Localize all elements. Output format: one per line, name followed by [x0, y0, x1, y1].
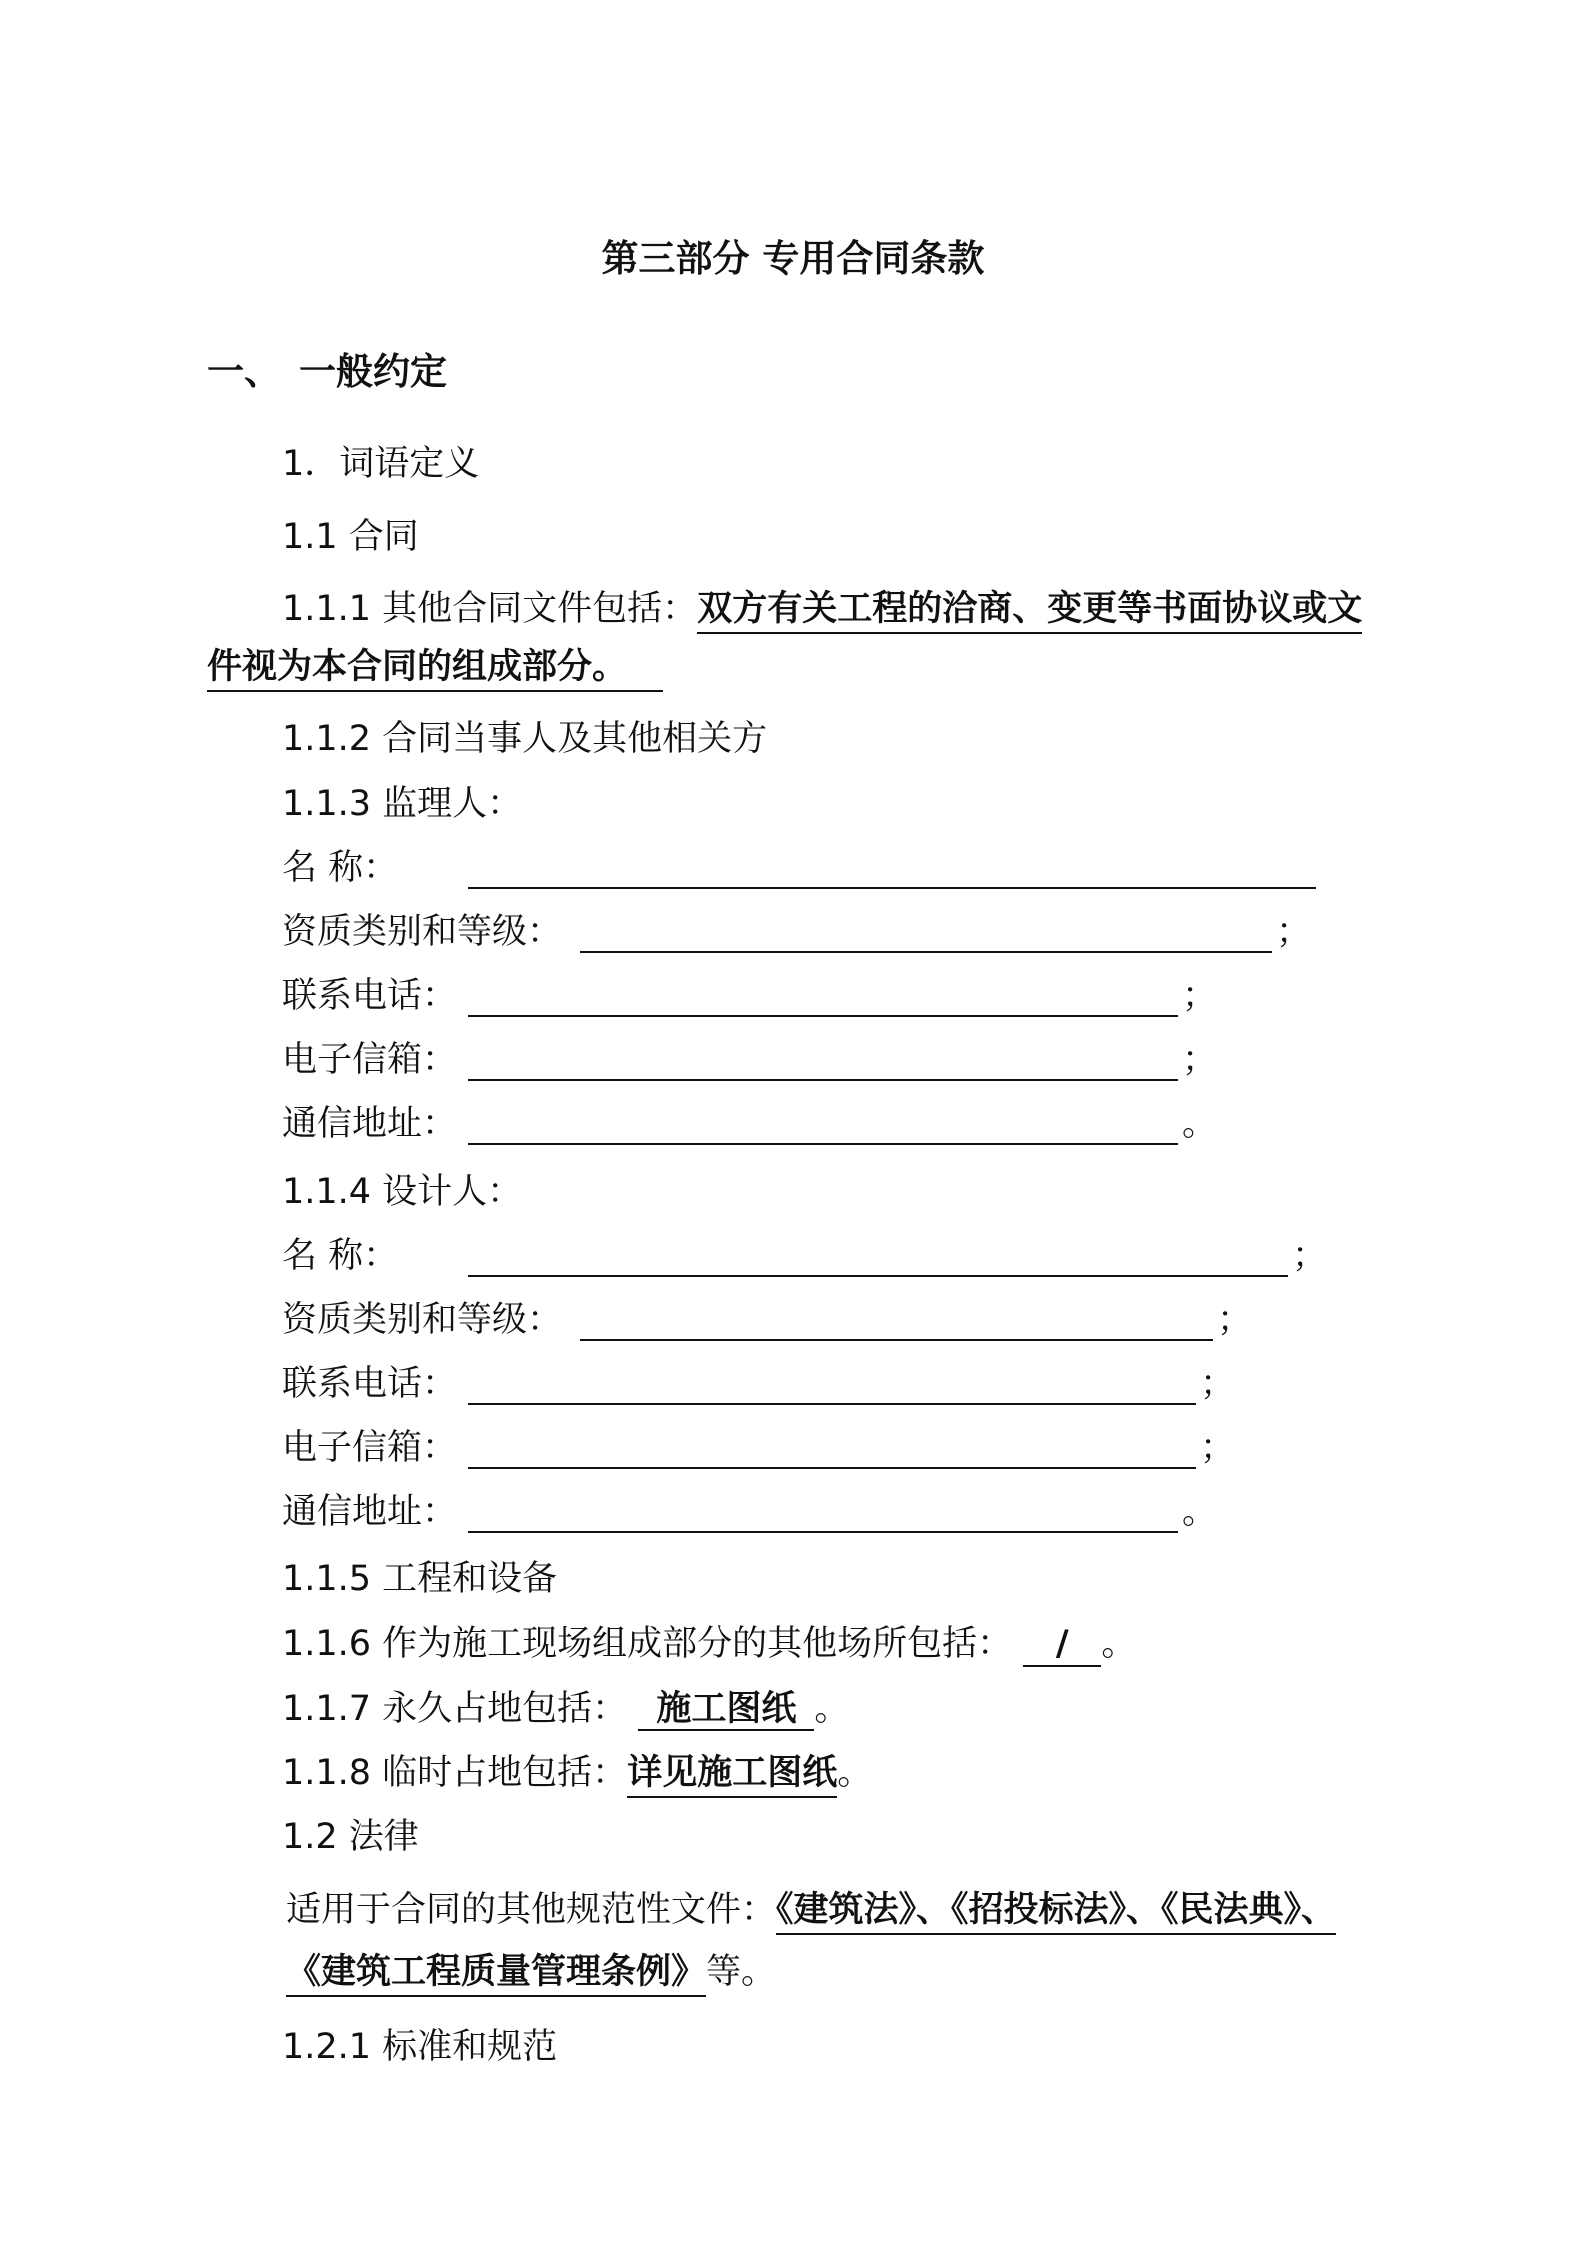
clause-1-1-7-end: 。 — [814, 1689, 850, 1729]
fill-in-blank[interactable] — [580, 921, 1272, 953]
field-label: 联系电话： — [282, 976, 458, 1016]
clause-1-1-2: 1.1.2 合同当事人及其他相关方 — [282, 719, 768, 759]
field-label: 联系电话： — [282, 1364, 458, 1404]
fill-in-blank[interactable] — [468, 1373, 1196, 1405]
clause-1-1-8-value: 详见施工图纸 — [627, 1753, 837, 1798]
field-row — [282, 1104, 1218, 1145]
clause-1-1-6 — [282, 1624, 1137, 1667]
field-row — [282, 1300, 1253, 1341]
field-end-punct: ； — [1200, 1428, 1236, 1468]
field-label: 电子信箱： — [282, 1040, 458, 1080]
clause-1-1-5: 1.1.5 工程和设备 — [282, 1559, 558, 1599]
law-value: 《建筑法》、《招投标法》、《民法典》、 — [776, 1890, 1336, 1935]
clause-1-1-1-cont — [207, 647, 663, 687]
clause-1-1-7-prefix: 1.1.7 永久占地包括： — [282, 1689, 628, 1729]
fill-in-blank[interactable] — [468, 1049, 1178, 1081]
clause-1-1-4: 1.1.4 设计人： — [282, 1172, 523, 1212]
field-row — [282, 1492, 1218, 1533]
fill-in-blank[interactable] — [468, 857, 1316, 889]
field-row — [282, 912, 1312, 953]
field-end-punct: ； — [1200, 1364, 1236, 1404]
fill-in-blank[interactable] — [468, 1501, 1178, 1533]
field-end-punct: 。 — [1182, 1104, 1218, 1144]
fill-in-blank[interactable] — [468, 1113, 1178, 1145]
document-title: 第三部分 专用合同条款 — [601, 237, 985, 280]
law-clause-cont — [286, 1952, 777, 1992]
clause-1-1-7-value: 施工图纸 — [638, 1689, 814, 1731]
field-row — [282, 1040, 1218, 1081]
field-label: 通信地址： — [282, 1104, 458, 1144]
field-row — [282, 1364, 1236, 1405]
clause-1-1-6-end: 。 — [1101, 1624, 1137, 1664]
section-label: 一般约定 — [299, 350, 447, 393]
field-end-punct: ； — [1217, 1300, 1253, 1340]
clause-1-1-1 — [282, 589, 1363, 629]
fill-in-blank[interactable] — [468, 1437, 1196, 1469]
fill-in-blank[interactable] — [468, 985, 1178, 1017]
law-end: 等。 — [706, 1952, 777, 1992]
field-row — [282, 976, 1218, 1017]
clause-1-1-6-prefix: 1.1.6 作为施工现场组成部分的其他场所包括： — [282, 1624, 1013, 1664]
field-end-punct: 。 — [1182, 1492, 1218, 1532]
law-prefix: 适用于合同的其他规范性文件： — [286, 1890, 777, 1930]
field-row — [282, 1236, 1328, 1277]
field-end-punct: ； — [1182, 1040, 1218, 1080]
field-row — [282, 1428, 1236, 1469]
clause-1: 1．词语定义 — [282, 444, 480, 484]
section-number: 一、 — [207, 350, 281, 393]
clause-1-1-8-prefix: 1.1.8 临时占地包括： — [282, 1753, 628, 1793]
clause-1-1: 1.1 合同 — [282, 517, 419, 557]
clause-1-1-8 — [282, 1753, 873, 1793]
clause-1-2-1: 1.2.1 标准和规范 — [282, 2027, 558, 2067]
field-label: 名 称： — [282, 848, 399, 888]
fill-in-blank[interactable] — [468, 1245, 1288, 1277]
law-value-cont: 《建筑工程质量管理条例》 — [286, 1952, 706, 1997]
clause-1-1-1-value: 双方有关工程的洽商、变更等书面协议或文 — [697, 589, 1362, 634]
field-label: 资质类别和等级： — [282, 1300, 563, 1340]
clause-1-1-6-value: / — [1023, 1627, 1101, 1667]
fill-in-blank[interactable] — [580, 1309, 1213, 1341]
field-label: 名 称： — [282, 1236, 399, 1276]
field-end-punct: ； — [1182, 976, 1218, 1016]
field-row — [282, 848, 1320, 889]
clause-1-1-1-prefix: 1.1.1 其他合同文件包括： — [282, 589, 698, 629]
field-label: 电子信箱： — [282, 1428, 458, 1468]
field-label: 资质类别和等级： — [282, 912, 563, 952]
field-end-punct: ； — [1276, 912, 1312, 952]
section-heading — [207, 350, 447, 393]
clause-1-1-3: 1.1.3 监理人： — [282, 784, 523, 824]
clause-1-1-8-end: 。 — [837, 1753, 873, 1793]
field-end-punct: ； — [1292, 1236, 1328, 1276]
clause-1-1-1-value-cont: 件视为本合同的组成部分。 — [207, 647, 663, 692]
clause-1-1-7 — [282, 1689, 850, 1729]
clause-1-2: 1.2 法律 — [282, 1817, 419, 1857]
law-clause — [286, 1890, 1337, 1930]
field-label: 通信地址： — [282, 1492, 458, 1532]
